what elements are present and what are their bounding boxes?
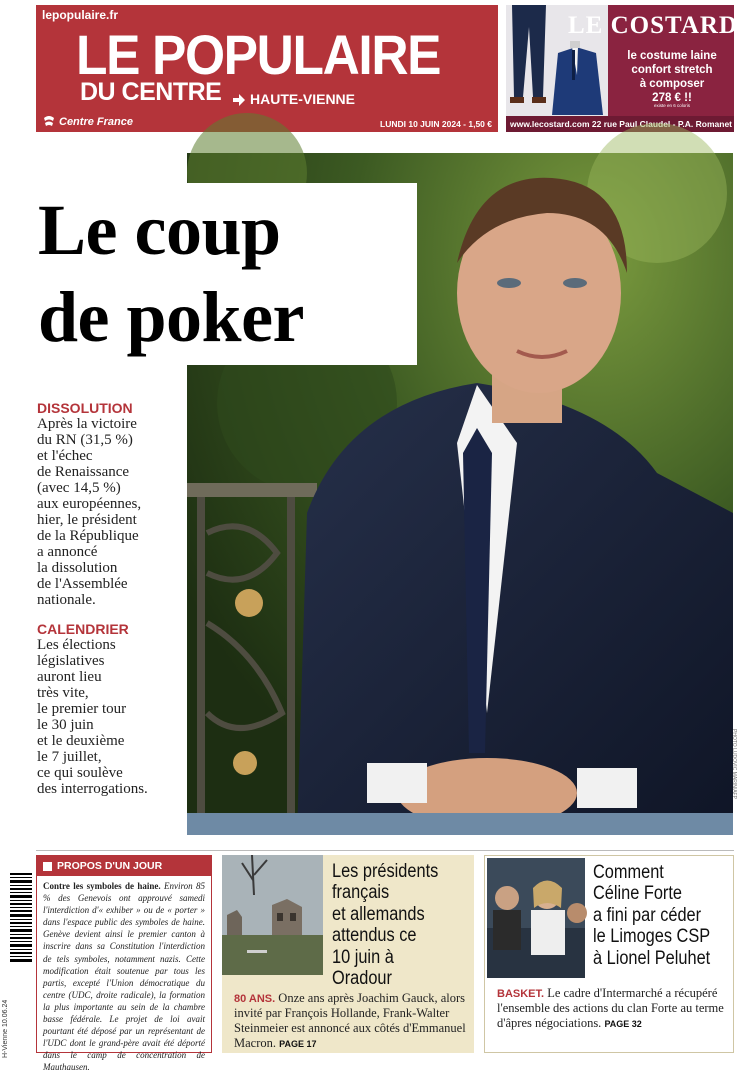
story2-page[interactable]: PAGE 32	[604, 1019, 642, 1029]
headline-box	[14, 183, 417, 365]
propos-text: Environ 85 % des Genevois ont approuvé samedi l'interdiction d'« exhiber » ou de « porter » dans l'espace public des symboles de haine. Genève devient ainsi le premier canton à inscrire dans sa Constitution l'interdiction de tels symboles, notamment nazis. Cette modification était soutenue par tous les partis, excepté l'Union démocratique du centre (UDC, droite radicale), la formation la plus importante au sein de la chambre basse fédérale. Le projet de loi avait pourtant été déposé par un représentant de l'UDC dont le grand-père avait été déporté dans le camp de concentration de Mauthausen.	[43, 881, 205, 1073]
newspaper-title: LE POPULAIRE	[76, 23, 441, 86]
story1-title: Les présidents français et allemands attendus ce 10 juin à Oradour	[332, 861, 439, 990]
propos-lead: Contre les symboles de haine.	[43, 881, 161, 891]
calendrier-text: Les élections législatives auront lieu très vite, le premier tour le 30 juin et le deuxième le 7 juillet, ce qui soulève des interrogations.	[37, 637, 148, 797]
story2-title: Comment Céline Forte a fini par céder le Limoges CSP à Lionel Peluhet	[593, 862, 711, 969]
ad-line: à composer	[639, 78, 705, 91]
masthead	[36, 5, 498, 132]
calendrier-kicker: CALENDRIER	[37, 621, 129, 637]
ad-footer[interactable]: www.lecostard.com 22 rue Paul Claudel - P.A. Romanet	[506, 116, 734, 132]
barcode-text: H-Vienne 10.06.24	[2, 999, 9, 1058]
ad-line: confort stretch	[631, 64, 713, 77]
oradour-ruins-image	[222, 855, 323, 975]
arrow-right-icon	[232, 93, 246, 107]
story2-kicker: BASKET.	[497, 988, 545, 1000]
calendrier-section	[37, 621, 183, 797]
story1-text: Onze ans après Joachim Gauck, alors invité par François Hollande, Frank-Walter Steinmeier est annoncé aux côtés d'Emmanuel Macron.	[234, 991, 466, 1050]
centre-france-logo-icon	[42, 115, 56, 129]
square-icon	[43, 862, 52, 871]
story1-kicker: 80 ANS.	[234, 993, 276, 1005]
ad-brand: LE COSTARD	[568, 12, 738, 39]
ad-price: 278 € !!	[652, 92, 692, 105]
story-limoges-csp[interactable]	[484, 855, 734, 1053]
newspaper-subtitle: DU CENTRE	[80, 78, 222, 106]
ad-offer	[614, 49, 730, 105]
story1-page[interactable]: PAGE 17	[279, 1039, 317, 1049]
celine-forte-image	[487, 858, 585, 978]
dissolution-section	[37, 400, 183, 608]
story2-text: Le cadre d'Intermarché a récupéré l'ensemble des actions du clan Forte au terme d'âpres négociations.	[497, 986, 724, 1030]
region-label: HAUTE-VIENNE	[250, 91, 356, 107]
site-url[interactable]: lepopulaire.fr	[42, 8, 119, 22]
photo-credit: PHOTO LUDOVIC MARIN/AFP	[731, 729, 737, 799]
propos-box	[36, 855, 212, 1073]
story1-body	[234, 991, 466, 1051]
main-headline[interactable]: Le coup de poker	[38, 190, 304, 357]
divider	[36, 850, 734, 851]
group-logo: Centre France	[59, 116, 133, 128]
ad-small-print: existe en 6 coloris	[653, 103, 691, 108]
propos-title: PROPOS D'UN JOUR	[57, 860, 163, 872]
date-price: LUNDI 10 JUIN 2024 - 1,50 €	[380, 119, 492, 129]
story-oradour[interactable]	[222, 855, 474, 1053]
story2-body	[497, 986, 727, 1031]
ad-line: le costume laine	[627, 50, 717, 62]
propos-body	[37, 876, 211, 1078]
propos-header	[37, 856, 211, 876]
advertisement[interactable]	[506, 5, 738, 132]
dissolution-kicker: DISSOLUTION	[37, 400, 133, 416]
dissolution-text: Après la victoire du RN (31,5 %) et l'échec de Renaissance (avec 14,5 %) aux européennes, hier, le président de la République a annoncé la dissolution de l'Assemblée nationale.	[37, 416, 142, 608]
barcode	[10, 873, 32, 963]
